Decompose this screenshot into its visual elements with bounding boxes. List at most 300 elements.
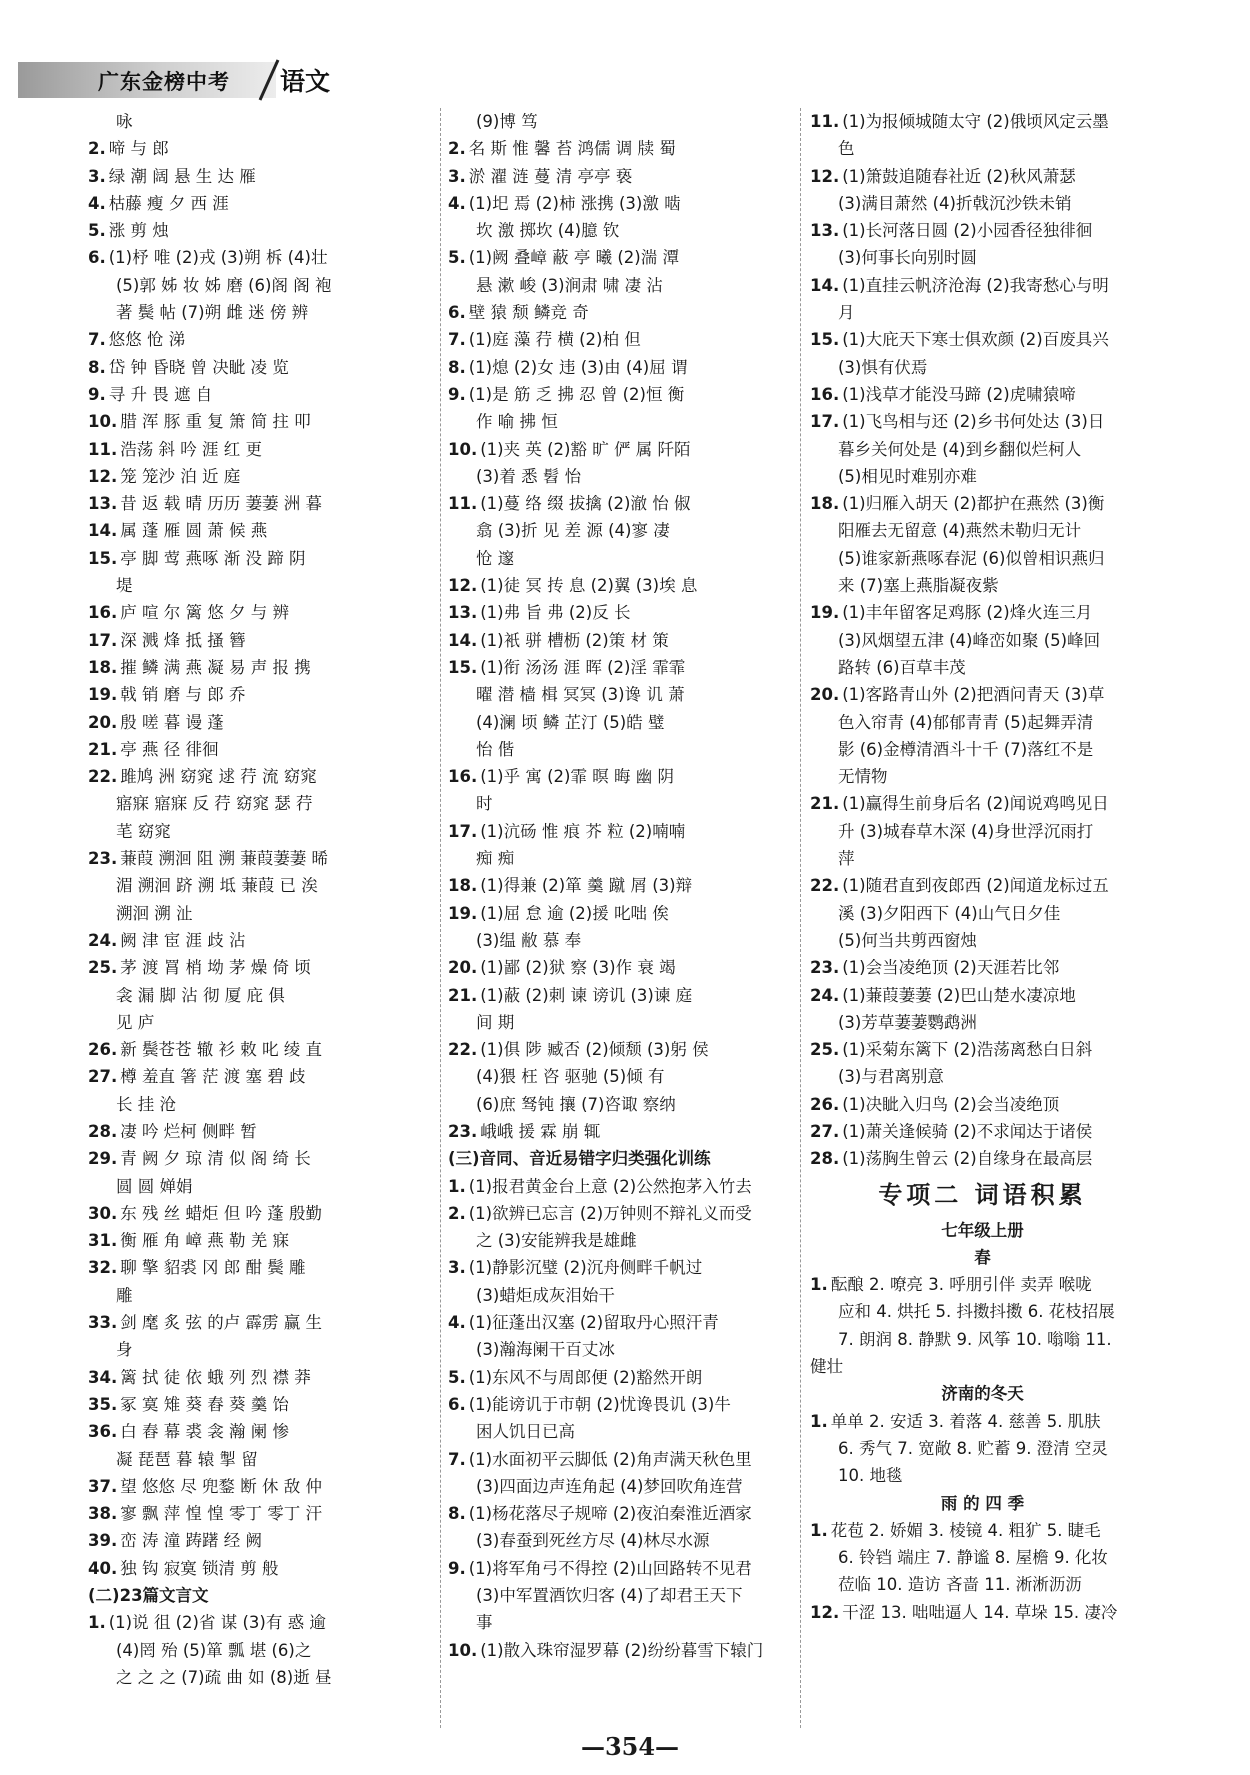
answer-line — [810, 1091, 1155, 1118]
answer-line — [88, 408, 433, 435]
item-number: 28. — [88, 1121, 118, 1141]
item-number: 15. — [810, 330, 840, 350]
answer-text: 悠悠 怆 涕 — [108, 330, 186, 350]
answer-line — [448, 654, 793, 681]
answer-line — [448, 1446, 793, 1473]
answer-line — [448, 135, 793, 162]
answer-text: 芼 窈窕 — [116, 821, 171, 841]
answer-line — [88, 900, 433, 927]
page-header — [18, 58, 348, 102]
answer-line — [448, 217, 793, 244]
answer-line — [810, 1517, 1155, 1544]
answer-line — [88, 763, 433, 790]
answer-line — [88, 1364, 433, 1391]
answer-line — [88, 517, 433, 544]
answer-line — [810, 244, 1155, 271]
item-number: 17. — [810, 412, 840, 432]
answer-text: (9)博 笃 — [476, 112, 538, 131]
answer-text: (二)23篇文言文 — [88, 1586, 209, 1606]
answer-line — [448, 517, 793, 544]
answer-text: (1)蒹葭萋萋 (2)巴山楚水凄凉地 — [842, 985, 1076, 1005]
answer-line — [88, 1200, 433, 1227]
section-title — [810, 1173, 1155, 1217]
answer-text: 长 挂 沧 — [116, 1094, 176, 1114]
answer-line — [810, 490, 1155, 517]
answer-text: 剑 麾 炙 弦 的卢 霹雳 赢 生 — [120, 1313, 322, 1333]
answer-text: 峨峨 援 霖 崩 辄 — [480, 1121, 601, 1141]
section-heading — [88, 1582, 433, 1609]
item-number: 14. — [448, 630, 478, 650]
answer-text: (1)鄙 (2)狱 察 (3)作 衰 竭 — [480, 958, 676, 978]
answer-text: 新 鬓苍苍 辙 衫 敕 叱 绫 直 — [120, 1040, 322, 1060]
answer-text: 七年级上册 — [941, 1220, 1024, 1240]
answer-text: (1)萧关逢候骑 (2)不求闻达于诸侯 — [842, 1121, 1093, 1141]
answer-text: 衡 雁 角 嶂 燕 勒 羌 寐 — [120, 1231, 289, 1251]
answer-text: (1)说 徂 (2)省 谋 (3)有 惑 逾 — [108, 1613, 326, 1633]
answer-text: 莅临 10. 造访 吝啬 11. 淅淅沥沥 — [838, 1575, 1082, 1595]
answer-line — [810, 1326, 1155, 1353]
answer-line — [448, 736, 793, 763]
answer-text: 蒹葭 溯洄 阻 溯 蒹葭萋萋 晞 — [120, 849, 328, 869]
answer-line — [810, 927, 1155, 954]
answer-text: 凝 琵琶 暮 辕 掣 留 — [116, 1449, 258, 1469]
answer-text: 岱 钟 昏晓 曾 决眦 凌 览 — [108, 357, 289, 377]
answer-text: 月 — [838, 303, 855, 323]
answer-text: 雎鸠 洲 窈窕 逑 荇 流 窈窕 — [120, 767, 317, 787]
answer-text: 雕 — [116, 1285, 133, 1305]
answer-line — [88, 1145, 433, 1172]
answer-text: (1)东风不与周郎便 (2)豁然开朗 — [468, 1367, 703, 1387]
answer-text: 路转 (6)百草丰茂 — [838, 657, 966, 677]
item-number: 21. — [810, 794, 840, 814]
item-number: 22. — [810, 876, 840, 896]
answer-line — [88, 1118, 433, 1145]
answer-line — [88, 1527, 433, 1554]
answer-text: (1)杼 唯 (2)戎 (3)朔 柝 (4)壮 — [108, 248, 328, 268]
answer-text: (5)何当共剪西窗烛 — [838, 930, 977, 950]
answer-text: (1)客路青山外 (2)把酒问青天 (3)草 — [842, 685, 1105, 705]
answer-text: (1)散入珠帘湿罗幕 (2)纷纷暮雪下辕门 — [480, 1640, 764, 1660]
answer-line — [448, 1609, 793, 1636]
item-number: 34. — [88, 1367, 118, 1387]
item-number: 7. — [448, 1449, 466, 1469]
answer-text: (3)何事长向别时圆 — [838, 248, 977, 268]
answer-line — [810, 1145, 1155, 1172]
answer-text: (3)瀚海阑干百丈冰 — [476, 1340, 615, 1360]
answer-text: (4)澜 顷 鳞 芷汀 (5)皓 璧 — [476, 712, 665, 732]
answer-text: 来 (7)塞上燕脂凝夜紫 — [838, 576, 999, 596]
answer-text: 戟 销 磨 与 郎 乔 — [120, 685, 246, 705]
answer-text: 干涩 13. 咄咄逼人 14. 草垛 15. 凄冷 — [842, 1602, 1118, 1622]
answer-line — [88, 490, 433, 517]
answer-text: (3)春蚕到死丝方尽 (4)林尽水源 — [476, 1531, 710, 1551]
answer-text: (1)衔 汤汤 涯 晖 (2)淫 霏霏 — [480, 657, 686, 677]
item-number: 17. — [448, 821, 478, 841]
answer-text: 怆 邃 — [476, 548, 515, 568]
answer-line — [810, 709, 1155, 736]
answer-line — [448, 763, 793, 790]
answer-text: 阳雁去无留意 (4)燕然未勒归无计 — [838, 521, 1082, 541]
item-number: 23. — [88, 849, 118, 869]
answer-line — [810, 1571, 1155, 1598]
item-number: 2. — [448, 139, 466, 159]
item-number: 1. — [810, 1275, 828, 1295]
item-number: 7. — [448, 330, 466, 350]
answer-text: 坎 激 掷坎 (4)臆 钦 — [476, 221, 620, 241]
item-number: 13. — [810, 221, 840, 241]
answer-line — [88, 845, 433, 872]
item-number: 12. — [810, 166, 840, 186]
item-number: 18. — [810, 494, 840, 514]
answer-text: 咏 — [116, 112, 133, 131]
answer-text: 摧 鳞 满 燕 凝 易 声 报 携 — [120, 657, 311, 677]
answer-line — [88, 1555, 433, 1582]
item-number: 3. — [88, 166, 106, 186]
answer-text: 色入帘青 (4)郁郁青青 (5)起舞弄清 — [838, 712, 1094, 732]
answer-text: (1)蔓 络 缀 拔擒 (2)澈 怡 俶 — [480, 494, 691, 514]
answer-line — [810, 135, 1155, 162]
answer-text: (1)水面初平云脚低 (2)角声满天秋色里 — [468, 1449, 752, 1469]
item-number: 11. — [810, 112, 840, 131]
answer-text: 10. 地毯 — [838, 1466, 903, 1486]
answer-text: 间 期 — [476, 1012, 515, 1032]
answer-text: (1)庭 藻 荇 横 (2)柏 但 — [468, 330, 641, 350]
answer-text: (1)为报倾城随太守 (2)俄顷风定云墨 — [842, 112, 1109, 131]
answer-text: (1)会当凌绝顶 (2)天涯若比邻 — [842, 958, 1060, 978]
answer-text: 樽 羞直 箸 茫 渡 塞 碧 歧 — [120, 1067, 306, 1087]
answer-text: 啼 与 郎 — [108, 139, 169, 159]
item-number: 30. — [88, 1203, 118, 1223]
item-number: 16. — [88, 603, 118, 623]
answer-line — [448, 1309, 793, 1336]
item-number: 22. — [448, 1040, 478, 1060]
answer-text: 聊 擎 貂裘 冈 郎 酣 鬓 雕 — [120, 1258, 306, 1278]
answer-text: 衾 漏 脚 沾 彻 厦 庇 俱 — [116, 985, 285, 1005]
answer-line — [810, 190, 1155, 217]
answer-line — [810, 408, 1155, 435]
answer-text: (3)芳草萋萋鹦鹉洲 — [838, 1012, 977, 1032]
item-number: 11. — [448, 494, 478, 514]
answer-line — [88, 1473, 433, 1500]
item-number: 10. — [448, 1640, 478, 1660]
answer-text: (5)谁家新燕啄春泥 (6)似曾相识燕归 — [838, 548, 1105, 568]
answer-text: (1)熄 (2)女 违 (3)由 (4)屈 谓 — [468, 357, 688, 377]
answer-text: (3)缊 敝 慕 奉 — [476, 930, 582, 950]
answer-line — [88, 1227, 433, 1254]
answer-line — [88, 1336, 433, 1363]
item-number: 3. — [448, 1258, 466, 1278]
item-number: 25. — [810, 1040, 840, 1060]
answer-column-right — [810, 108, 1155, 1626]
item-number: 19. — [448, 903, 478, 923]
answer-text: 属 蓬 雁 圆 萧 候 燕 — [120, 521, 268, 541]
item-number: 5. — [448, 1367, 466, 1387]
item-number: 4. — [88, 193, 106, 213]
answer-line — [448, 681, 793, 708]
item-number: 16. — [448, 767, 478, 787]
item-number: 8. — [448, 357, 466, 377]
item-number: 19. — [88, 685, 118, 705]
answer-line — [810, 1009, 1155, 1036]
answer-line — [88, 1309, 433, 1336]
answer-line — [448, 927, 793, 954]
answer-line — [810, 354, 1155, 381]
answer-text: (1)采菊东篱下 (2)浩荡离愁白日斜 — [842, 1040, 1093, 1060]
answer-text: 青 阙 夕 琼 清 似 阁 绮 长 — [120, 1149, 311, 1169]
answer-line — [88, 244, 433, 271]
answer-line — [810, 982, 1155, 1009]
answer-line — [88, 1609, 433, 1636]
answer-text: (3)四面边声连角起 (4)梦回吹角连营 — [476, 1476, 743, 1496]
answer-text: 单单 2. 安适 3. 着落 4. 慈善 5. 肌肤 — [830, 1411, 1101, 1431]
answer-line — [810, 299, 1155, 326]
answer-line — [810, 900, 1155, 927]
answer-text: (1)俱 陟 臧否 (2)倾颓 (3)躬 侯 — [480, 1040, 709, 1060]
answer-line — [810, 1544, 1155, 1571]
item-number: 6. — [448, 303, 466, 323]
answer-text: 曜 潜 樯 楫 冥冥 (3)谗 讥 萧 — [476, 685, 685, 705]
answer-text: 名 斯 惟 馨 苔 鸿儒 调 牍 蜀 — [468, 139, 676, 159]
answer-text: 寤寐 寤寐 反 荇 窈窕 瑟 荇 — [116, 794, 313, 814]
item-number: 1. — [88, 1613, 106, 1633]
answer-line — [88, 1664, 433, 1691]
item-number: 21. — [88, 739, 118, 759]
answer-line — [88, 217, 433, 244]
item-number: 23. — [448, 1121, 478, 1141]
item-number: 15. — [88, 548, 118, 568]
subsection-heading — [810, 1217, 1155, 1244]
answer-line — [810, 845, 1155, 872]
item-number: 40. — [88, 1558, 118, 1578]
answer-line — [448, 545, 793, 572]
item-number: 35. — [88, 1394, 118, 1414]
answer-line — [448, 1091, 793, 1118]
answer-line — [448, 1036, 793, 1063]
item-number: 20. — [88, 712, 118, 732]
item-number: 2. — [88, 139, 106, 159]
item-number: 8. — [88, 357, 106, 377]
item-number: 17. — [88, 630, 118, 650]
answer-line — [448, 572, 793, 599]
answer-line — [810, 545, 1155, 572]
answer-line — [88, 1637, 433, 1664]
item-number: 24. — [88, 930, 118, 950]
answer-text: 寻 升 畏 遮 自 — [108, 384, 213, 404]
answer-text: 冢 寞 雉 葵 舂 葵 羹 饴 — [120, 1394, 289, 1414]
answer-line — [810, 736, 1155, 763]
answer-line — [448, 845, 793, 872]
publication-title: 广东金榜中考 — [98, 70, 230, 94]
answer-line — [88, 108, 433, 135]
answer-text: (3)惧有伏焉 — [838, 357, 928, 377]
answer-line — [88, 354, 433, 381]
answer-line — [448, 1500, 793, 1527]
answer-line — [88, 681, 433, 708]
answer-line — [88, 599, 433, 626]
item-number: 38. — [88, 1504, 118, 1524]
answer-line — [88, 1173, 433, 1200]
answer-line — [88, 927, 433, 954]
answer-line — [448, 1418, 793, 1445]
answer-line — [448, 1637, 793, 1664]
answer-line — [88, 545, 433, 572]
answer-text: (1)征蓬出汉塞 (2)留取丹心照汗青 — [468, 1313, 719, 1333]
answer-text: (5)相见时难别亦难 — [838, 466, 977, 486]
answer-text: (1)衹 骈 槽枥 (2)策 材 策 — [480, 630, 669, 650]
answer-line — [810, 681, 1155, 708]
answer-text: (1)直挂云帆济沧海 (2)我寄愁心与明 — [842, 275, 1109, 295]
answer-line — [88, 463, 433, 490]
answer-line — [448, 163, 793, 190]
answer-line — [810, 1036, 1155, 1063]
answer-text: 东 残 丝 蜡炬 但 吟 蓬 殷勤 — [120, 1203, 322, 1223]
answer-text: 痴 痴 — [476, 849, 515, 869]
answer-line — [448, 818, 793, 845]
answer-text: (1)夹 英 (2)豁 旷 俨 属 阡陌 — [480, 439, 691, 459]
answer-text: 无情物 — [838, 767, 888, 787]
answer-line — [88, 272, 433, 299]
answer-line — [88, 1063, 433, 1090]
answer-text: 影 (6)金樽清酒斗十千 (7)落红不是 — [838, 739, 1094, 759]
item-number: 1. — [448, 1176, 466, 1196]
answer-line — [810, 763, 1155, 790]
answer-line — [810, 818, 1155, 845]
answer-text: 困人饥日已高 — [476, 1422, 575, 1442]
answer-text: 事 — [476, 1613, 493, 1633]
item-number: 27. — [810, 1121, 840, 1141]
answer-text: 庐 喧 尔 篱 悠 夕 与 辨 — [120, 603, 289, 623]
answer-text: 篱 拭 徒 依 蛾 列 烈 襟 莽 — [120, 1367, 311, 1387]
answer-text: (1)得兼 (2)箪 羹 蹴 屑 (3)辩 — [480, 876, 693, 896]
answer-text: 见 庐 — [116, 1012, 155, 1032]
answer-line — [448, 1254, 793, 1281]
answer-text: 6. 秀气 7. 宽敞 8. 贮蓄 9. 澄清 空灵 — [838, 1438, 1108, 1458]
answer-line — [448, 463, 793, 490]
answer-text: (三)音同、音近易错字归类强化训练 — [448, 1149, 711, 1169]
answer-line — [88, 572, 433, 599]
item-number: 1. — [810, 1520, 828, 1540]
answer-text: 翕 (3)折 见 差 源 (4)寥 凄 — [476, 521, 670, 541]
answer-line — [810, 654, 1155, 681]
answer-line — [810, 1271, 1155, 1298]
answer-text: 酝酿 2. 嘹亮 3. 呼朋引伴 卖弄 喉咙 — [830, 1275, 1092, 1295]
answer-line — [448, 872, 793, 899]
answer-text: (1)大庇天下寒士俱欢颜 (2)百废具兴 — [842, 330, 1109, 350]
answer-text: 壁 猿 颓 鳞竞 奇 — [468, 303, 589, 323]
answer-line — [810, 1298, 1155, 1325]
answer-text: 阙 津 宦 涯 歧 沾 — [120, 930, 246, 950]
item-number: 21. — [448, 985, 478, 1005]
answer-text: 绿 潮 阔 悬 生 达 雁 — [108, 166, 256, 186]
answer-line — [810, 163, 1155, 190]
item-number: 16. — [810, 384, 840, 404]
item-number: 24. — [810, 985, 840, 1005]
answer-line — [810, 1435, 1155, 1462]
answer-line — [448, 408, 793, 435]
answer-column-left — [88, 108, 433, 1691]
item-number: 15. — [448, 657, 478, 677]
section-heading — [448, 1145, 793, 1172]
item-number: 3. — [448, 166, 466, 186]
item-number: 26. — [88, 1040, 118, 1060]
answer-line — [88, 381, 433, 408]
answer-line — [810, 326, 1155, 353]
answer-line — [88, 982, 433, 1009]
item-number: 23. — [810, 958, 840, 978]
answer-text: (3)中军置酒饮归客 (4)了却君王天下 — [476, 1586, 743, 1606]
item-number: 14. — [810, 275, 840, 295]
answer-text: (3)风烟望五津 (4)峰峦如聚 (5)峰回 — [838, 630, 1101, 650]
answer-text: 淤 濯 涟 蔓 清 亭亭 亵 — [468, 166, 633, 186]
answer-text: 笼 笼沙 泊 近 庭 — [120, 466, 241, 486]
answer-line — [88, 709, 433, 736]
answer-text: (3)与君离别意 — [838, 1067, 944, 1087]
answer-text: 济南的冬天 — [941, 1384, 1024, 1404]
answer-text: 著 鬓 帖 (7)朔 雌 迷 傍 辨 — [116, 303, 309, 323]
answer-text: (1)欲辨已忘言 (2)万钟则不辩礼义而受 — [468, 1203, 752, 1223]
item-number: 5. — [88, 221, 106, 241]
answer-line — [448, 1118, 793, 1145]
answer-line — [88, 1391, 433, 1418]
item-number: 27. — [88, 1067, 118, 1087]
answer-text: 春 — [974, 1247, 991, 1267]
answer-line — [448, 1391, 793, 1418]
answer-text: 怡 偕 — [476, 739, 515, 759]
answer-line — [448, 900, 793, 927]
answer-text: (6)庶 驽钝 攘 (7)咨诹 察纳 — [476, 1094, 676, 1114]
answer-text: 殷 嗟 暮 谩 蓬 — [120, 712, 224, 732]
item-number: 9. — [448, 384, 466, 404]
answer-line — [88, 299, 433, 326]
answer-line — [448, 1473, 793, 1500]
answer-line — [448, 1582, 793, 1609]
answer-text: (1)圯 焉 (2)柿 涨携 (3)激 啮 — [468, 193, 681, 213]
answer-line — [88, 1500, 433, 1527]
answer-line — [448, 790, 793, 817]
item-number: 12. — [448, 576, 478, 596]
answer-line — [810, 872, 1155, 899]
subsection-heading — [810, 1244, 1155, 1271]
answer-text: 7. 朗润 8. 静默 9. 风筝 10. 嗡嗡 11. — [838, 1329, 1112, 1349]
answer-line — [88, 190, 433, 217]
answer-line — [448, 1173, 793, 1200]
answer-text: (1)赢得生前身后名 (2)闻说鸡鸣见日 — [842, 794, 1109, 814]
answer-text: (1)静影沉璧 (2)沉舟侧畔千帆过 — [468, 1258, 703, 1278]
answer-line — [448, 1336, 793, 1363]
answer-line — [448, 1063, 793, 1090]
answer-text: (1)飞鸟相与还 (2)乡书何处达 (3)日 — [842, 412, 1105, 432]
item-number: 32. — [88, 1258, 118, 1278]
answer-text: 白 舂 幕 裘 衾 瀚 阑 惨 — [120, 1422, 289, 1442]
answer-text: 堤 — [116, 576, 133, 596]
answer-text: 深 溅 烽 抵 搔 簪 — [120, 630, 246, 650]
answer-line — [810, 436, 1155, 463]
item-number: 31. — [88, 1231, 118, 1251]
item-number: 25. — [88, 958, 118, 978]
item-number: 19. — [810, 603, 840, 623]
answer-text: (1)报君黄金台上意 (2)公然抱茅入竹去 — [468, 1176, 752, 1196]
answer-line — [448, 1227, 793, 1254]
answer-text: (1)长河落日圆 (2)小园香径独徘徊 — [842, 221, 1093, 241]
answer-text: (1)是 筋 乏 拂 忍 曾 (2)恒 衡 — [468, 384, 685, 404]
column-divider — [440, 108, 441, 1728]
answer-line — [88, 1091, 433, 1118]
answer-text: 萍 — [838, 849, 855, 869]
answer-line — [88, 736, 433, 763]
answer-text: (1)箫鼓追随春社近 (2)秋风萧瑟 — [842, 166, 1076, 186]
answer-text: 身 — [116, 1340, 133, 1360]
answer-line — [448, 982, 793, 1009]
